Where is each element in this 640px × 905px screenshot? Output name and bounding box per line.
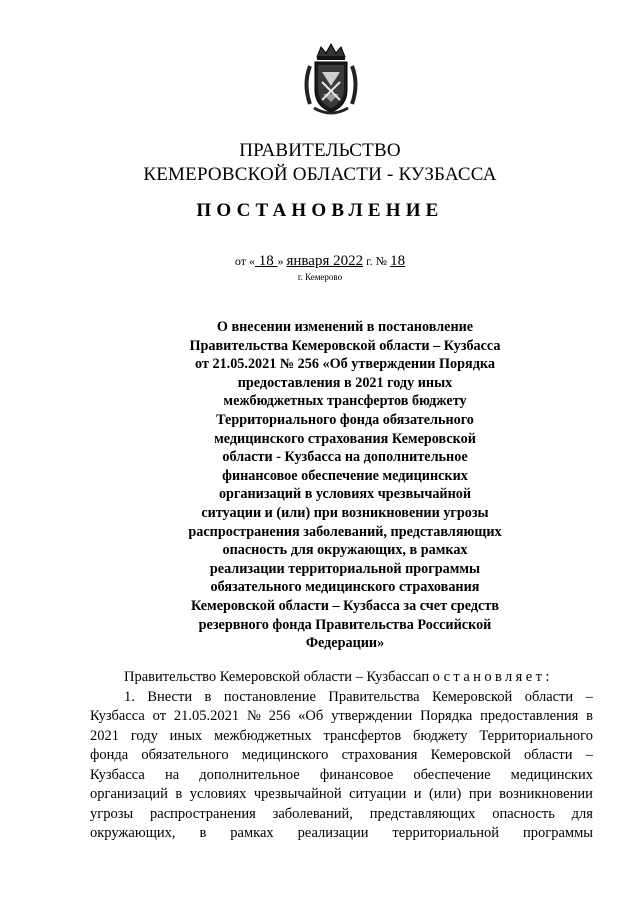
body-word: Порядка (420, 708, 473, 724)
title-line: организаций в условиях чрезвычайной (218, 486, 472, 503)
body-word: на (164, 766, 180, 783)
body-word: – (585, 688, 593, 705)
kuzbass-coat-of-arms-icon (300, 42, 362, 118)
body-word: области (524, 747, 573, 763)
body-word: в (175, 786, 183, 802)
title-line: области - Кузбасса на дополнительное (222, 449, 468, 466)
body-word: году (130, 727, 158, 744)
title-line: резервного фонда Правительства Российской (198, 616, 492, 633)
decree-heading: ПОСТАНОВЛЕНИЕ (196, 200, 444, 221)
title-line: О внесении изменений в постановление (216, 319, 474, 335)
body-word: (или) (428, 786, 462, 802)
body-word: рамках (230, 825, 274, 841)
body-word: утверждении (331, 708, 413, 724)
title-line: Кемеровской области – Кузбасса за счет средств (191, 597, 499, 614)
body-word: 1. (124, 688, 135, 705)
title-line: межбюджетных трансфертов бюджету (223, 393, 467, 410)
title-line: Федерации» (305, 635, 385, 652)
body-line (90, 785, 593, 805)
body-word: Кузбасса (90, 766, 145, 783)
body-word: организаций (90, 786, 168, 802)
body-line (90, 805, 593, 825)
body-word: представляющих (369, 805, 476, 822)
body-word: ситуации (349, 786, 407, 802)
body-line (90, 766, 593, 786)
body-intro-text: Правительство Кемеровской области – Кузбасса (124, 669, 422, 685)
title-line: опасность для окружающих, в рамках (222, 542, 468, 559)
body-line (90, 727, 593, 747)
body-word: распространения (150, 805, 256, 822)
decree-dateline (0, 253, 640, 269)
body-word: для (571, 805, 593, 822)
body-word: иных (169, 727, 203, 744)
title-line: от 21.05.2021 № 256 «Об утверждении Порядка (195, 356, 495, 373)
decree-subject-title (160, 318, 530, 653)
body-word: от (152, 708, 167, 724)
title-line: Территориального фонда обязательного (216, 411, 474, 428)
body-word: – (585, 747, 593, 763)
body-intro-resolves: постановляет: (421, 669, 553, 685)
body-word: медицинского (241, 747, 329, 763)
decree-city: г. Кемерово (297, 272, 343, 282)
decree-body (90, 668, 593, 844)
body-word: программы (523, 825, 593, 841)
body-word: № (246, 708, 261, 724)
body-word: дополнительное (199, 766, 300, 783)
body-word: при (468, 786, 492, 802)
body-word: Правительства (328, 688, 420, 705)
body-word: чрезвычайной (253, 786, 342, 802)
body-word: Кемеровской (430, 747, 511, 763)
decree-month-year: января 2022 (286, 253, 364, 269)
title-line: медицинского страхования Кемеровской (214, 430, 476, 447)
government-name-line2: КЕМЕРОВСКОЙ ОБЛАСТИ - КУЗБАССА (143, 164, 497, 185)
body-word: в (204, 688, 212, 705)
body-word: угрозы (90, 805, 134, 822)
body-word: территориальной (392, 825, 500, 841)
body-word: области (524, 688, 574, 705)
body-word: предоставления (480, 708, 579, 724)
body-line (90, 746, 593, 766)
body-word: обязательного (141, 747, 229, 763)
body-word: реализации (297, 825, 369, 841)
body-word: Кузбасса (90, 708, 145, 724)
body-word: и (413, 786, 422, 802)
body-word: 256 (268, 708, 291, 724)
body-word: Кемеровской (432, 688, 513, 705)
body-word: финансовое (319, 766, 394, 783)
body-line (90, 688, 593, 708)
body-word: заболеваний, (272, 805, 353, 822)
body-word: фонда (90, 747, 129, 763)
body-word: окружающих, (90, 825, 176, 841)
body-line (90, 824, 593, 844)
body-word: Территориального (479, 727, 593, 744)
body-word: Внести (147, 688, 193, 705)
body-word: в (199, 825, 207, 841)
body-word: опасность (492, 805, 555, 822)
title-line: ситуации и (или) при возникновении угрозы (201, 504, 489, 521)
title-line: предоставления в 2021 году иных (237, 374, 453, 391)
date-suffix: г. № (363, 254, 391, 268)
body-word: «Об (298, 708, 324, 724)
decree-number: 18 (390, 253, 406, 269)
body-word: обеспечение (413, 766, 491, 783)
decree-day: 18 (254, 253, 278, 269)
body-word: 2021 (90, 727, 119, 744)
body-word: бюджету (413, 727, 468, 744)
body-word: в (586, 708, 593, 724)
title-line: реализации территориальной программы (209, 560, 481, 577)
body-word: постановление (223, 688, 316, 705)
title-line: финансовое обеспечение медицинских (222, 467, 468, 484)
body-word: условиях (189, 786, 247, 802)
body-intro-line (90, 668, 593, 688)
body-word: медицинских (510, 766, 593, 783)
title-line: обязательного медицинского страхования (210, 579, 480, 596)
government-name-line1: ПРАВИТЕЛЬСТВО (239, 140, 401, 161)
body-word: межбюджетных (214, 727, 312, 744)
body-word: 21.05.2021 (173, 708, 240, 724)
body-line (90, 707, 593, 727)
body-word: возникновении (499, 786, 593, 802)
body-word: трансфертов (323, 727, 402, 744)
body-word: страхования (341, 747, 418, 763)
date-mid: » (277, 254, 287, 268)
title-line: Правительства Кемеровской области – Кузбасса (189, 337, 501, 354)
date-prefix: от « (234, 254, 255, 268)
title-line: распространения заболеваний, представляющих (188, 523, 502, 540)
